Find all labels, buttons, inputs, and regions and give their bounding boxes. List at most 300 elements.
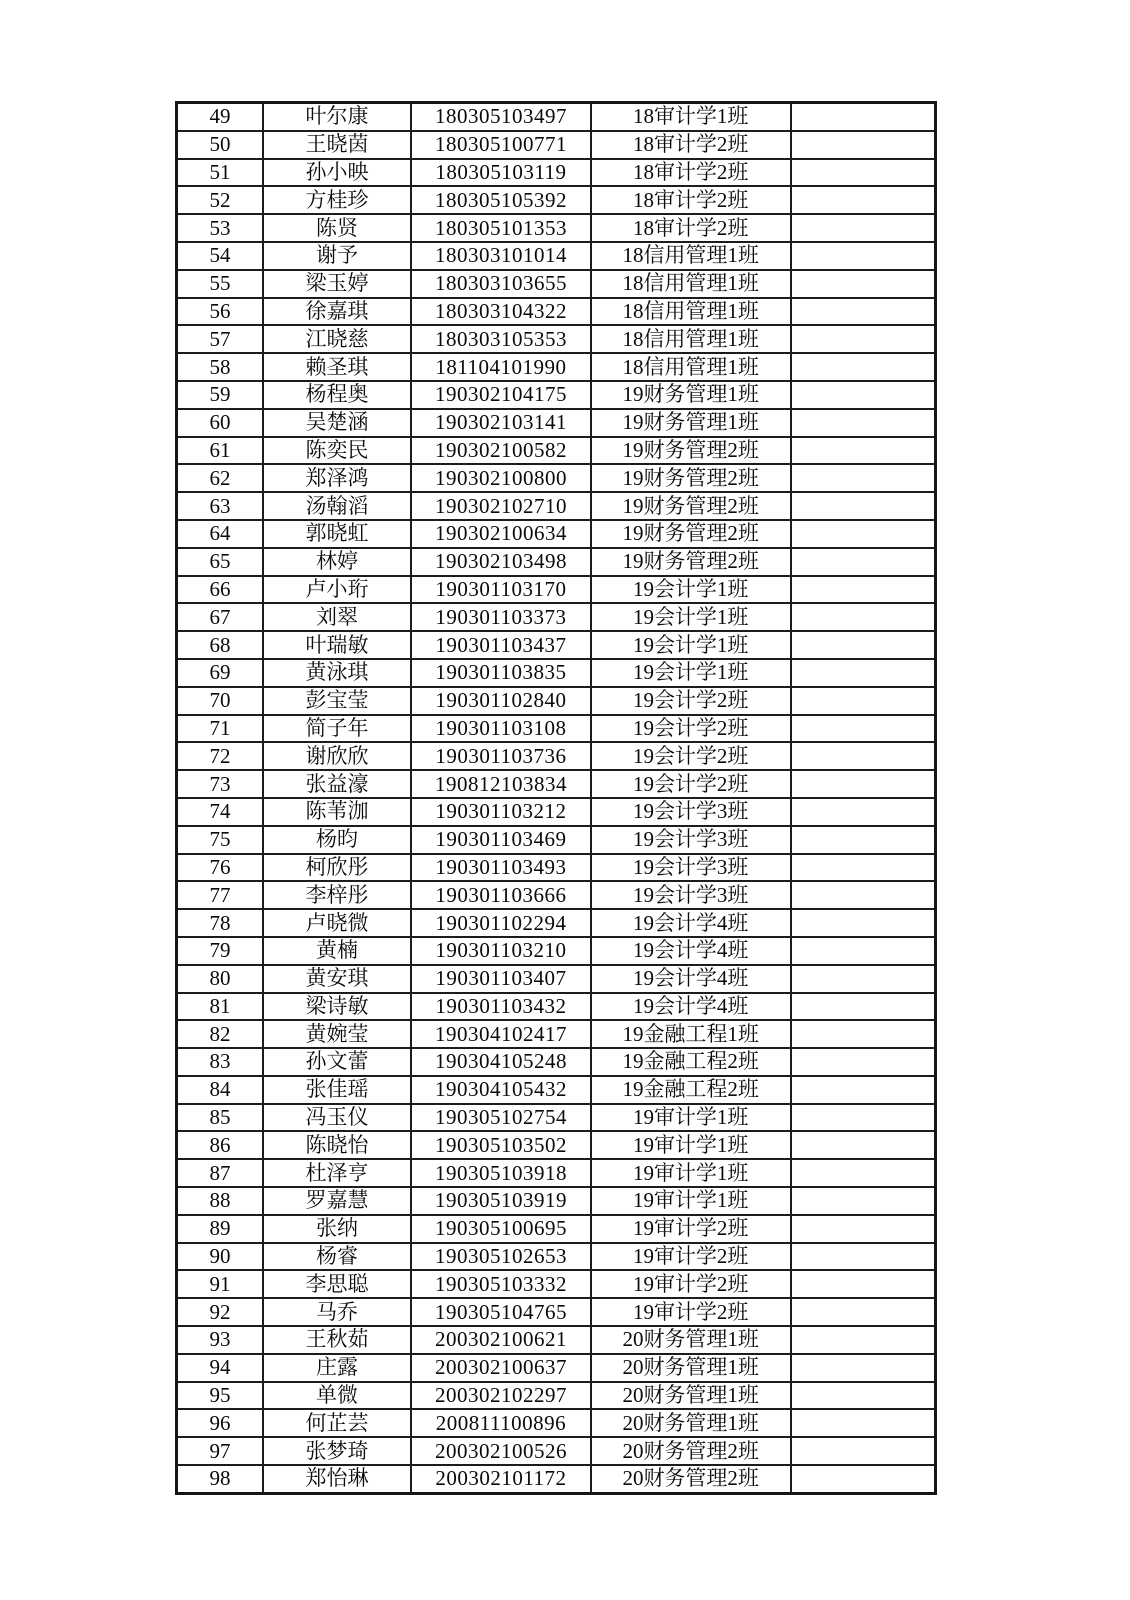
cell-class_name: 18审计学2班 <box>591 186 791 214</box>
cell-student_id: 190301103432 <box>411 993 591 1021</box>
table-row <box>177 464 936 492</box>
cell-student_id: 190301103212 <box>411 798 591 826</box>
table-row <box>177 881 936 909</box>
cell-name: 彭宝莹 <box>263 687 411 715</box>
cell-note <box>791 742 936 770</box>
cell-note <box>791 409 936 437</box>
cell-class_name: 19财务管理2班 <box>591 464 791 492</box>
cell-name: 赖圣琪 <box>263 353 411 381</box>
cell-class_name: 19财务管理2班 <box>591 437 791 465</box>
table-row <box>177 298 936 326</box>
cell-note <box>791 1076 936 1104</box>
cell-student_id: 190305103332 <box>411 1270 591 1298</box>
table-row <box>177 131 936 159</box>
cell-name: 叶尔康 <box>263 103 411 131</box>
cell-note <box>791 576 936 604</box>
cell-note <box>791 131 936 159</box>
cell-name: 杨睿 <box>263 1243 411 1271</box>
cell-note <box>791 242 936 270</box>
cell-student_id: 190301103469 <box>411 826 591 854</box>
cell-class_name: 19会计学4班 <box>591 993 791 1021</box>
cell-name: 陈奕民 <box>263 437 411 465</box>
cell-name: 庄露 <box>263 1354 411 1382</box>
table-row <box>177 1131 936 1159</box>
cell-student_id: 200302102297 <box>411 1382 591 1410</box>
cell-name: 王晓茵 <box>263 131 411 159</box>
cell-class_name: 19会计学1班 <box>591 631 791 659</box>
cell-student_id: 190302100800 <box>411 464 591 492</box>
cell-no: 90 <box>177 1243 264 1271</box>
cell-class_name: 20财务管理1班 <box>591 1326 791 1354</box>
table-row <box>177 186 936 214</box>
table-row <box>177 659 936 687</box>
cell-name: 谢欣欣 <box>263 742 411 770</box>
cell-name: 马乔 <box>263 1298 411 1326</box>
cell-note <box>791 1354 936 1382</box>
cell-name: 江晓慈 <box>263 325 411 353</box>
cell-no: 67 <box>177 603 264 631</box>
cell-note <box>791 1465 936 1493</box>
cell-student_id: 190301103736 <box>411 742 591 770</box>
cell-student_id: 190302102710 <box>411 492 591 520</box>
cell-name: 张梦琦 <box>263 1437 411 1465</box>
cell-student_id: 180303101014 <box>411 242 591 270</box>
cell-note <box>791 965 936 993</box>
cell-note <box>791 854 936 882</box>
cell-no: 74 <box>177 798 264 826</box>
cell-class_name: 20财务管理2班 <box>591 1437 791 1465</box>
cell-name: 何芷芸 <box>263 1409 411 1437</box>
cell-name: 张益濠 <box>263 770 411 798</box>
cell-student_id: 190302103141 <box>411 409 591 437</box>
cell-note <box>791 1131 936 1159</box>
cell-class_name: 19财务管理2班 <box>591 548 791 576</box>
cell-note <box>791 1409 936 1437</box>
cell-student_id: 190302100634 <box>411 520 591 548</box>
cell-name: 杨昀 <box>263 826 411 854</box>
cell-class_name: 19财务管理1班 <box>591 381 791 409</box>
cell-class_name: 19会计学3班 <box>591 826 791 854</box>
cell-student_id: 180305103119 <box>411 159 591 187</box>
cell-name: 梁玉婷 <box>263 270 411 298</box>
cell-note <box>791 1048 936 1076</box>
cell-name: 王秋茹 <box>263 1326 411 1354</box>
cell-no: 54 <box>177 242 264 270</box>
cell-no: 84 <box>177 1076 264 1104</box>
table-row <box>177 1298 936 1326</box>
cell-note <box>791 770 936 798</box>
table-row <box>177 1354 936 1382</box>
cell-student_id: 181104101990 <box>411 353 591 381</box>
cell-no: 89 <box>177 1215 264 1243</box>
cell-name: 郑怡琳 <box>263 1465 411 1493</box>
cell-note <box>791 1437 936 1465</box>
cell-no: 79 <box>177 937 264 965</box>
cell-no: 53 <box>177 214 264 242</box>
table-row <box>177 242 936 270</box>
cell-note <box>791 353 936 381</box>
cell-no: 81 <box>177 993 264 1021</box>
cell-note <box>791 1159 936 1187</box>
cell-class_name: 19会计学1班 <box>591 576 791 604</box>
cell-no: 97 <box>177 1437 264 1465</box>
table-row <box>177 993 936 1021</box>
table-row <box>177 770 936 798</box>
cell-student_id: 200302100637 <box>411 1354 591 1382</box>
cell-class_name: 19会计学3班 <box>591 854 791 882</box>
cell-note <box>791 1020 936 1048</box>
table-row <box>177 1076 936 1104</box>
cell-name: 张佳瑶 <box>263 1076 411 1104</box>
cell-name: 卢晓微 <box>263 909 411 937</box>
cell-student_id: 190301103666 <box>411 881 591 909</box>
cell-no: 93 <box>177 1326 264 1354</box>
cell-name: 单微 <box>263 1382 411 1410</box>
cell-student_id: 190304105248 <box>411 1048 591 1076</box>
cell-student_id: 190304102417 <box>411 1020 591 1048</box>
cell-name: 冯玉仪 <box>263 1104 411 1132</box>
cell-student_id: 180303105353 <box>411 325 591 353</box>
cell-no: 69 <box>177 659 264 687</box>
cell-no: 76 <box>177 854 264 882</box>
cell-note <box>791 464 936 492</box>
cell-note <box>791 103 936 131</box>
cell-class_name: 19审计学2班 <box>591 1270 791 1298</box>
cell-note <box>791 1104 936 1132</box>
cell-class_name: 19财务管理2班 <box>591 492 791 520</box>
cell-name: 杨程奥 <box>263 381 411 409</box>
cell-class_name: 19会计学3班 <box>591 881 791 909</box>
student-roster-table <box>175 101 937 1495</box>
table-row <box>177 909 936 937</box>
table-row <box>177 1159 936 1187</box>
cell-note <box>791 1326 936 1354</box>
table-row <box>177 603 936 631</box>
cell-class_name: 19会计学1班 <box>591 659 791 687</box>
cell-note <box>791 881 936 909</box>
cell-no: 92 <box>177 1298 264 1326</box>
table-row <box>177 742 936 770</box>
table-row <box>177 715 936 743</box>
cell-class_name: 18信用管理1班 <box>591 270 791 298</box>
table-row <box>177 854 936 882</box>
cell-note <box>791 325 936 353</box>
cell-student_id: 190301102294 <box>411 909 591 937</box>
cell-no: 98 <box>177 1465 264 1493</box>
cell-student_id: 190301103407 <box>411 965 591 993</box>
cell-class_name: 18信用管理1班 <box>591 298 791 326</box>
table-row <box>177 798 936 826</box>
cell-class_name: 20财务管理2班 <box>591 1465 791 1493</box>
cell-student_id: 190301103493 <box>411 854 591 882</box>
table-row <box>177 631 936 659</box>
cell-name: 简子年 <box>263 715 411 743</box>
table-row <box>177 270 936 298</box>
cell-student_id: 190302100582 <box>411 437 591 465</box>
table-row <box>177 159 936 187</box>
cell-class_name: 19会计学3班 <box>591 798 791 826</box>
cell-note <box>791 186 936 214</box>
table-row <box>177 826 936 854</box>
cell-no: 56 <box>177 298 264 326</box>
cell-no: 86 <box>177 1131 264 1159</box>
cell-note <box>791 159 936 187</box>
cell-name: 刘翠 <box>263 603 411 631</box>
cell-class_name: 18信用管理1班 <box>591 242 791 270</box>
cell-no: 49 <box>177 103 264 131</box>
cell-class_name: 18信用管理1班 <box>591 325 791 353</box>
cell-no: 60 <box>177 409 264 437</box>
cell-no: 57 <box>177 325 264 353</box>
cell-note <box>791 659 936 687</box>
cell-name: 杜泽亨 <box>263 1159 411 1187</box>
table-row <box>177 381 936 409</box>
cell-note <box>791 687 936 715</box>
cell-class_name: 20财务管理1班 <box>591 1409 791 1437</box>
table-row <box>177 1465 936 1493</box>
cell-name: 卢小珩 <box>263 576 411 604</box>
cell-no: 70 <box>177 687 264 715</box>
cell-name: 吴楚涵 <box>263 409 411 437</box>
cell-no: 71 <box>177 715 264 743</box>
cell-student_id: 200302100526 <box>411 1437 591 1465</box>
cell-no: 87 <box>177 1159 264 1187</box>
cell-class_name: 19金融工程2班 <box>591 1076 791 1104</box>
table-row <box>177 1326 936 1354</box>
cell-note <box>791 437 936 465</box>
cell-no: 80 <box>177 965 264 993</box>
cell-class_name: 19审计学1班 <box>591 1104 791 1132</box>
cell-note <box>791 1215 936 1243</box>
cell-name: 黄安琪 <box>263 965 411 993</box>
cell-student_id: 190301103835 <box>411 659 591 687</box>
cell-note <box>791 798 936 826</box>
cell-note <box>791 1243 936 1271</box>
cell-student_id: 180303104322 <box>411 298 591 326</box>
table-row <box>177 1437 936 1465</box>
cell-student_id: 180305105392 <box>411 186 591 214</box>
table-row <box>177 353 936 381</box>
cell-name: 李梓彤 <box>263 881 411 909</box>
cell-student_id: 190302104175 <box>411 381 591 409</box>
cell-no: 68 <box>177 631 264 659</box>
cell-class_name: 19会计学2班 <box>591 715 791 743</box>
cell-no: 85 <box>177 1104 264 1132</box>
cell-student_id: 190301103170 <box>411 576 591 604</box>
cell-class_name: 19会计学4班 <box>591 965 791 993</box>
cell-name: 孙小映 <box>263 159 411 187</box>
table-row <box>177 937 936 965</box>
cell-name: 黄楠 <box>263 937 411 965</box>
cell-note <box>791 937 936 965</box>
cell-note <box>791 993 936 1021</box>
cell-class_name: 19会计学1班 <box>591 603 791 631</box>
cell-class_name: 19审计学2班 <box>591 1243 791 1271</box>
cell-no: 61 <box>177 437 264 465</box>
cell-name: 郭晓虹 <box>263 520 411 548</box>
table-row <box>177 103 936 131</box>
cell-note <box>791 492 936 520</box>
table-row <box>177 437 936 465</box>
table-row <box>177 1270 936 1298</box>
cell-name: 张纳 <box>263 1215 411 1243</box>
cell-class_name: 18信用管理1班 <box>591 353 791 381</box>
cell-note <box>791 214 936 242</box>
table-row <box>177 1187 936 1215</box>
cell-class_name: 19金融工程2班 <box>591 1048 791 1076</box>
cell-note <box>791 1382 936 1410</box>
cell-class_name: 19会计学2班 <box>591 687 791 715</box>
cell-student_id: 200811100896 <box>411 1409 591 1437</box>
cell-no: 82 <box>177 1020 264 1048</box>
cell-note <box>791 715 936 743</box>
table-row <box>177 1048 936 1076</box>
cell-name: 汤翰滔 <box>263 492 411 520</box>
cell-note <box>791 603 936 631</box>
cell-no: 58 <box>177 353 264 381</box>
cell-name: 罗嘉慧 <box>263 1187 411 1215</box>
cell-name: 黄婉莹 <box>263 1020 411 1048</box>
cell-no: 88 <box>177 1187 264 1215</box>
table-row <box>177 1020 936 1048</box>
cell-student_id: 180305101353 <box>411 214 591 242</box>
cell-student_id: 190305104765 <box>411 1298 591 1326</box>
cell-no: 62 <box>177 464 264 492</box>
cell-no: 94 <box>177 1354 264 1382</box>
cell-no: 52 <box>177 186 264 214</box>
cell-note <box>791 298 936 326</box>
cell-class_name: 19会计学4班 <box>591 909 791 937</box>
cell-student_id: 180305103497 <box>411 103 591 131</box>
table-row <box>177 492 936 520</box>
cell-student_id: 190301103373 <box>411 603 591 631</box>
cell-student_id: 190305103918 <box>411 1159 591 1187</box>
cell-name: 方桂珍 <box>263 186 411 214</box>
table-row <box>177 1409 936 1437</box>
table-row <box>177 548 936 576</box>
table-row <box>177 1104 936 1132</box>
table-row <box>177 520 936 548</box>
cell-student_id: 190301103210 <box>411 937 591 965</box>
cell-name: 徐嘉琪 <box>263 298 411 326</box>
cell-no: 77 <box>177 881 264 909</box>
cell-no: 75 <box>177 826 264 854</box>
cell-no: 83 <box>177 1048 264 1076</box>
cell-class_name: 18审计学2班 <box>591 131 791 159</box>
cell-no: 65 <box>177 548 264 576</box>
table-row <box>177 1215 936 1243</box>
cell-no: 51 <box>177 159 264 187</box>
cell-name: 陈苇泇 <box>263 798 411 826</box>
cell-class_name: 19财务管理1班 <box>591 409 791 437</box>
cell-student_id: 180303103655 <box>411 270 591 298</box>
cell-student_id: 190812103834 <box>411 770 591 798</box>
cell-class_name: 18审计学2班 <box>591 214 791 242</box>
cell-name: 谢予 <box>263 242 411 270</box>
cell-class_name: 19审计学1班 <box>591 1159 791 1187</box>
table-row <box>177 687 936 715</box>
cell-no: 64 <box>177 520 264 548</box>
cell-note <box>791 381 936 409</box>
cell-name: 郑泽鸿 <box>263 464 411 492</box>
cell-student_id: 180305100771 <box>411 131 591 159</box>
cell-class_name: 19会计学2班 <box>591 770 791 798</box>
cell-no: 95 <box>177 1382 264 1410</box>
table-row <box>177 965 936 993</box>
cell-name: 孙文蕾 <box>263 1048 411 1076</box>
table-row <box>177 576 936 604</box>
cell-class_name: 19财务管理2班 <box>591 520 791 548</box>
cell-student_id: 190304105432 <box>411 1076 591 1104</box>
cell-no: 73 <box>177 770 264 798</box>
cell-name: 叶瑞敏 <box>263 631 411 659</box>
cell-student_id: 190301103437 <box>411 631 591 659</box>
cell-note <box>791 548 936 576</box>
cell-no: 96 <box>177 1409 264 1437</box>
cell-name: 陈贤 <box>263 214 411 242</box>
cell-student_id: 190305103502 <box>411 1131 591 1159</box>
cell-note <box>791 1187 936 1215</box>
cell-note <box>791 826 936 854</box>
cell-student_id: 190305103919 <box>411 1187 591 1215</box>
cell-no: 63 <box>177 492 264 520</box>
cell-no: 91 <box>177 1270 264 1298</box>
cell-class_name: 19审计学2班 <box>591 1298 791 1326</box>
cell-student_id: 190305102653 <box>411 1243 591 1271</box>
cell-class_name: 19审计学1班 <box>591 1187 791 1215</box>
cell-note <box>791 270 936 298</box>
cell-note <box>791 631 936 659</box>
cell-student_id: 200302100621 <box>411 1326 591 1354</box>
cell-name: 李思聪 <box>263 1270 411 1298</box>
cell-name: 柯欣彤 <box>263 854 411 882</box>
cell-no: 66 <box>177 576 264 604</box>
table-body <box>177 103 936 1494</box>
cell-name: 梁诗敏 <box>263 993 411 1021</box>
cell-student_id: 200302101172 <box>411 1465 591 1493</box>
table-row <box>177 214 936 242</box>
cell-class_name: 19审计学1班 <box>591 1131 791 1159</box>
cell-note <box>791 1298 936 1326</box>
cell-student_id: 190302103498 <box>411 548 591 576</box>
cell-class_name: 19审计学2班 <box>591 1215 791 1243</box>
table-row <box>177 1382 936 1410</box>
cell-name: 黄泳琪 <box>263 659 411 687</box>
cell-note <box>791 909 936 937</box>
cell-class_name: 18审计学2班 <box>591 159 791 187</box>
cell-student_id: 190305102754 <box>411 1104 591 1132</box>
cell-class_name: 20财务管理1班 <box>591 1354 791 1382</box>
cell-name: 林婷 <box>263 548 411 576</box>
cell-no: 78 <box>177 909 264 937</box>
cell-note <box>791 520 936 548</box>
cell-student_id: 190301102840 <box>411 687 591 715</box>
cell-class_name: 20财务管理1班 <box>591 1382 791 1410</box>
cell-no: 72 <box>177 742 264 770</box>
cell-note <box>791 1270 936 1298</box>
table-row <box>177 1243 936 1271</box>
cell-student_id: 190301103108 <box>411 715 591 743</box>
cell-class_name: 19金融工程1班 <box>591 1020 791 1048</box>
cell-class_name: 19会计学2班 <box>591 742 791 770</box>
cell-student_id: 190305100695 <box>411 1215 591 1243</box>
cell-no: 55 <box>177 270 264 298</box>
cell-no: 50 <box>177 131 264 159</box>
cell-name: 陈晓怡 <box>263 1131 411 1159</box>
cell-no: 59 <box>177 381 264 409</box>
table-row <box>177 325 936 353</box>
cell-class_name: 19会计学4班 <box>591 937 791 965</box>
